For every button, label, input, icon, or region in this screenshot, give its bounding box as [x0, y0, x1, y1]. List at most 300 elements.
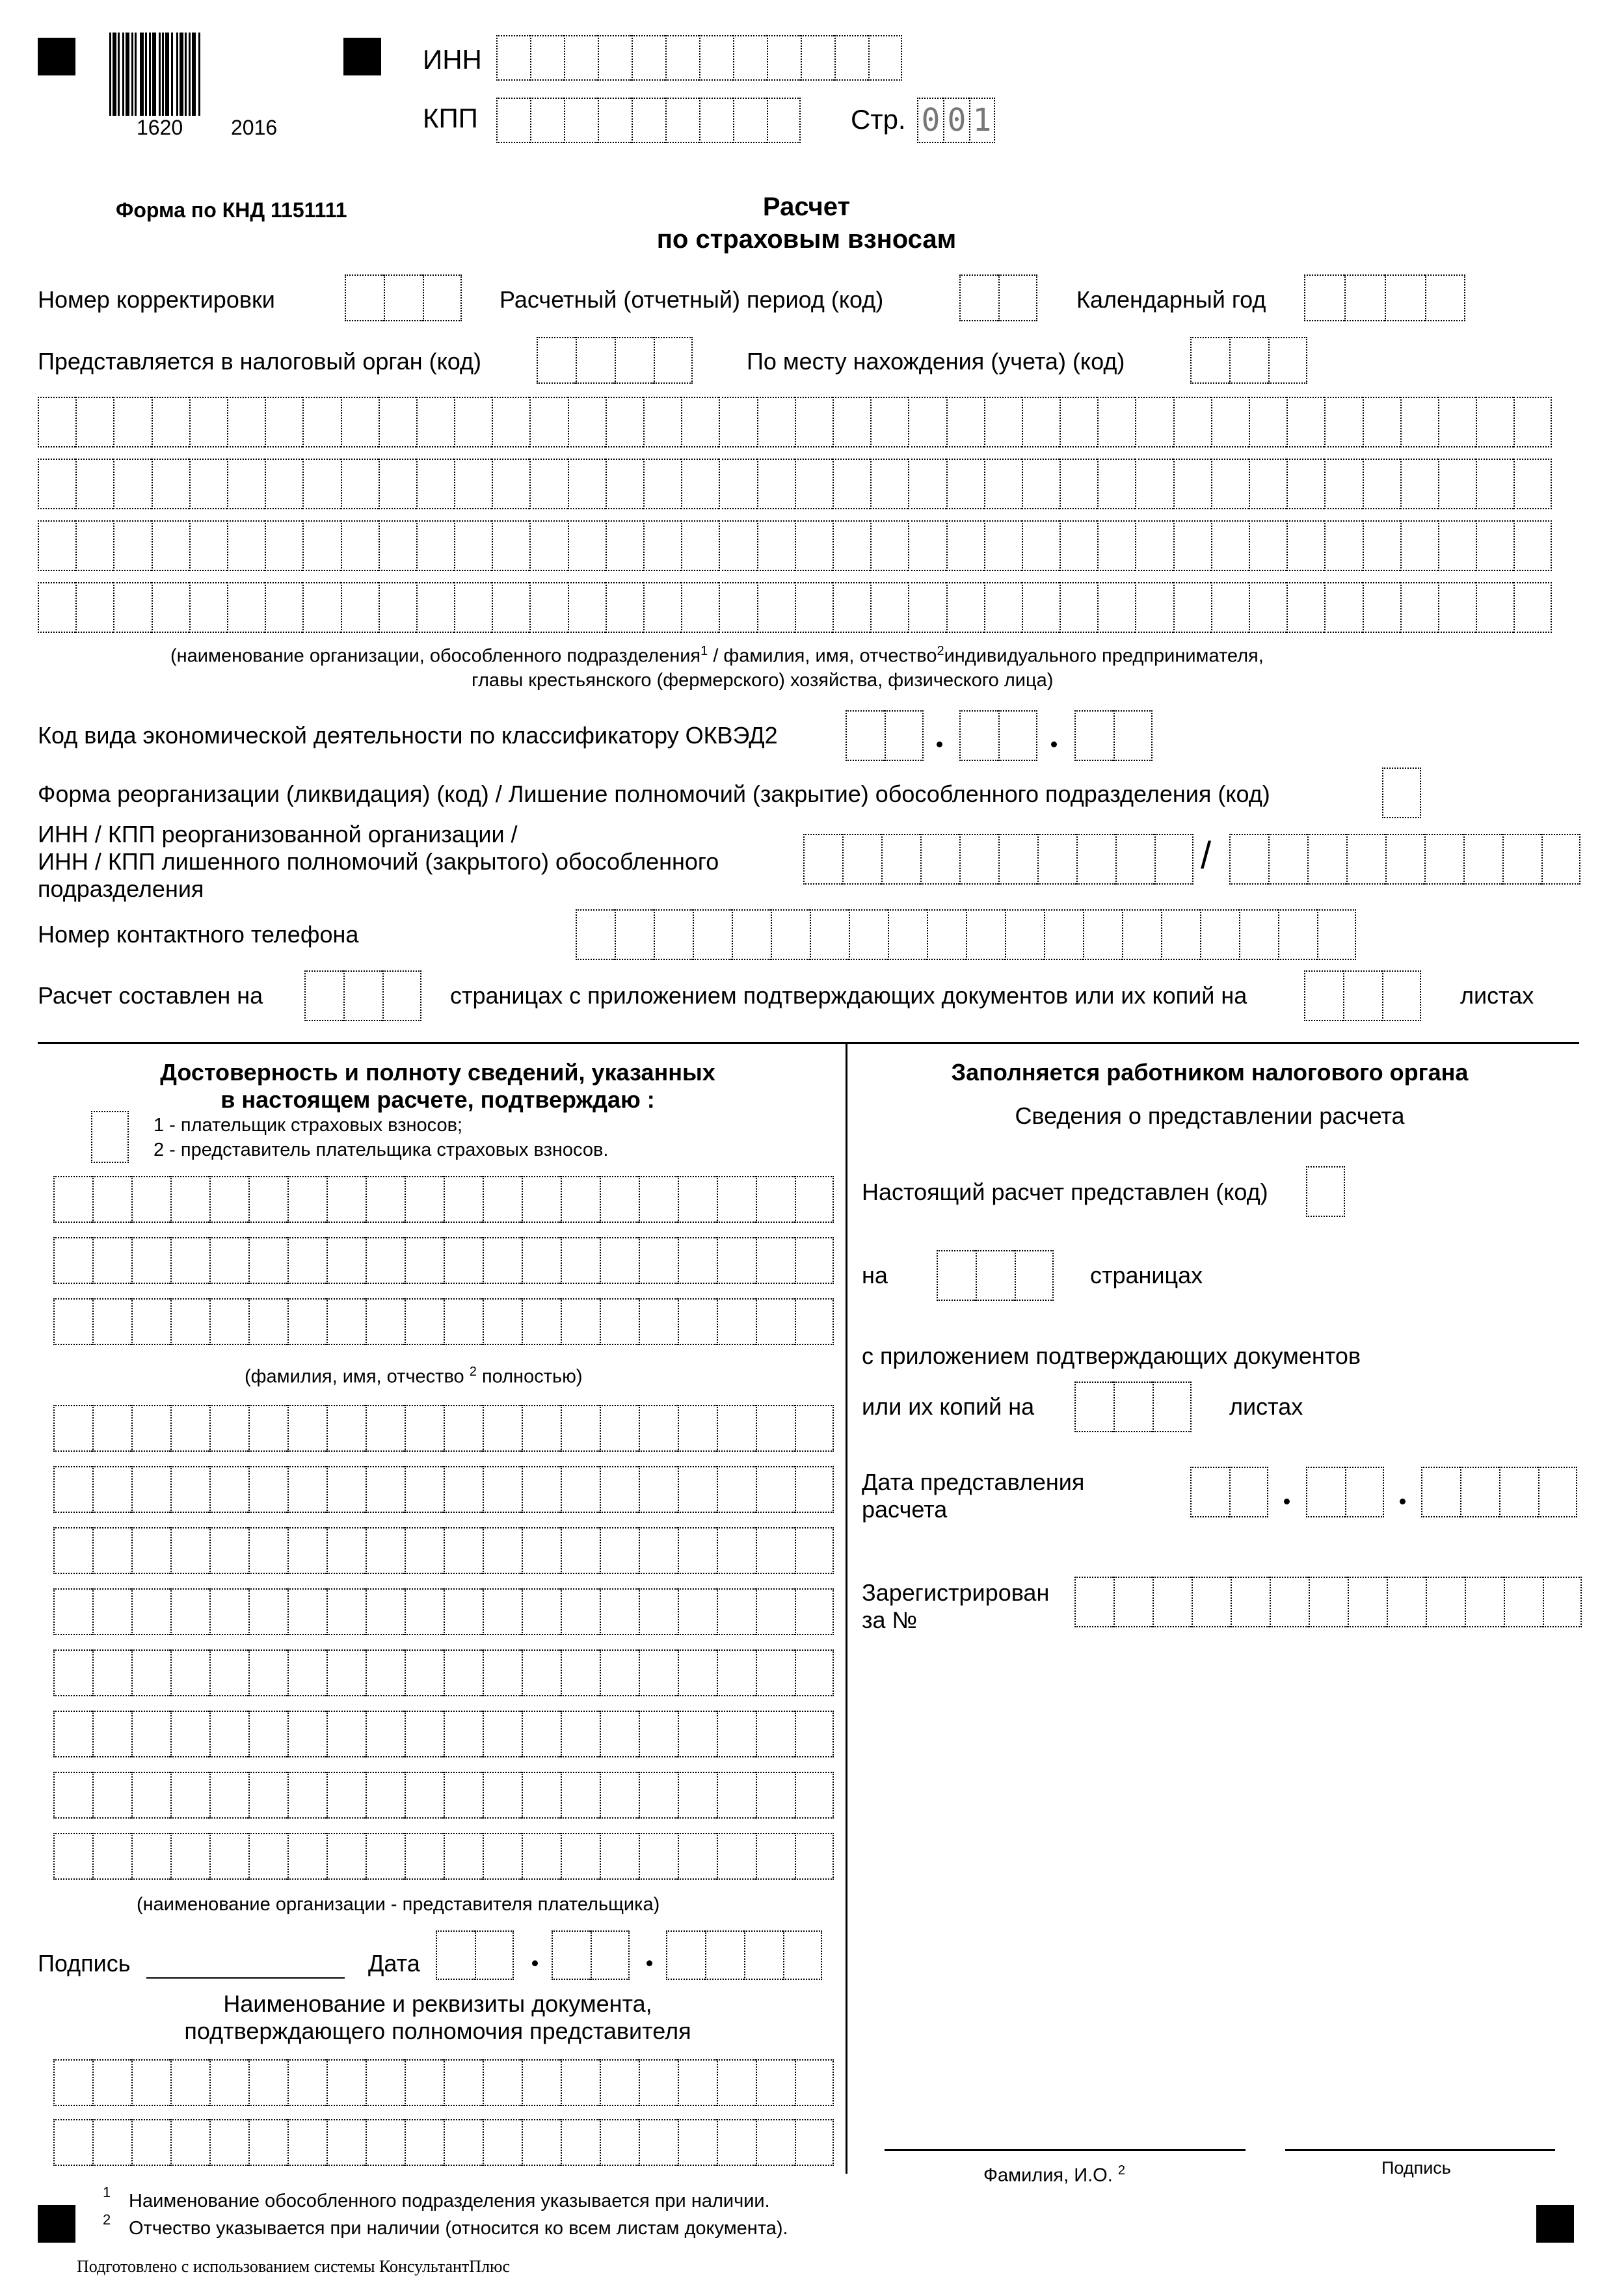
- input-cell[interactable]: [733, 98, 767, 143]
- reorg-form-field[interactable]: [1382, 768, 1421, 818]
- input-cell[interactable]: [248, 1527, 287, 1574]
- input-cell[interactable]: [405, 1772, 444, 1819]
- input-cell[interactable]: [209, 1405, 248, 1452]
- input-cell[interactable]: [639, 1588, 678, 1635]
- input-cell[interactable]: [1382, 970, 1421, 1021]
- input-cell[interactable]: [632, 98, 665, 143]
- input-cell[interactable]: [756, 1711, 795, 1757]
- input-cell[interactable]: [717, 1298, 756, 1345]
- input-cell[interactable]: [946, 520, 984, 571]
- input-cell[interactable]: [522, 1527, 561, 1574]
- input-cell[interactable]: [209, 1237, 248, 1284]
- input-cell[interactable]: [984, 520, 1022, 571]
- input-cell[interactable]: [189, 582, 227, 633]
- input-cell[interactable]: [444, 1298, 483, 1345]
- input-cell[interactable]: [1173, 520, 1211, 571]
- input-cell[interactable]: [170, 1649, 209, 1696]
- input-cell[interactable]: [327, 1176, 366, 1223]
- input-cell[interactable]: [870, 520, 908, 571]
- input-cell[interactable]: [248, 1772, 287, 1819]
- input-cell[interactable]: [248, 1466, 287, 1513]
- input-cell[interactable]: [561, 1588, 600, 1635]
- input-cell[interactable]: [1135, 582, 1173, 633]
- input-cell[interactable]: [131, 2059, 170, 2106]
- input-cell[interactable]: [170, 1772, 209, 1819]
- input-cell[interactable]: [801, 35, 834, 81]
- input-cell[interactable]: [1005, 909, 1044, 960]
- input-cell[interactable]: [227, 397, 265, 447]
- input-cell[interactable]: [1270, 1577, 1309, 1627]
- page-digit-1[interactable]: 0: [917, 98, 943, 143]
- input-cell[interactable]: [795, 1176, 834, 1223]
- input-cell[interactable]: [756, 1649, 795, 1696]
- input-cell[interactable]: [131, 1466, 170, 1513]
- input-cell[interactable]: [92, 2119, 131, 2166]
- input-cell[interactable]: [600, 1588, 639, 1635]
- input-cell[interactable]: [53, 2119, 92, 2166]
- input-cell[interactable]: [522, 1298, 561, 1345]
- input-cell[interactable]: [598, 35, 632, 81]
- input-cell[interactable]: [416, 582, 454, 633]
- input-cell[interactable]: [327, 1711, 366, 1757]
- input-cell[interactable]: [53, 1711, 92, 1757]
- input-cell[interactable]: [1385, 834, 1424, 885]
- input-cell[interactable]: [678, 1711, 717, 1757]
- input-cell[interactable]: [842, 834, 881, 885]
- input-cell[interactable]: [416, 520, 454, 571]
- input-cell[interactable]: [561, 1833, 600, 1880]
- input-cell[interactable]: [287, 1711, 327, 1757]
- input-cell[interactable]: [248, 1298, 287, 1345]
- input-cell[interactable]: [170, 1298, 209, 1345]
- input-cell[interactable]: [1324, 520, 1362, 571]
- input-cell[interactable]: [209, 1588, 248, 1635]
- input-cell[interactable]: [568, 520, 606, 571]
- input-cell[interactable]: [379, 582, 416, 633]
- input-cell[interactable]: [131, 1405, 170, 1452]
- input-cell[interactable]: [1286, 397, 1324, 447]
- input-cell[interactable]: [265, 582, 302, 633]
- input-cell[interactable]: [113, 582, 151, 633]
- calendar-year-field[interactable]: [1304, 274, 1465, 321]
- input-cell[interactable]: [639, 1466, 678, 1513]
- input-cell[interactable]: [643, 459, 681, 509]
- input-cell[interactable]: [405, 1298, 444, 1345]
- input-cell[interactable]: [454, 397, 492, 447]
- input-cell[interactable]: [1060, 582, 1097, 633]
- input-cell[interactable]: [568, 397, 606, 447]
- input-cell[interactable]: [1424, 834, 1463, 885]
- input-cell[interactable]: [53, 1466, 92, 1513]
- input-cell[interactable]: [53, 1649, 92, 1696]
- input-cell[interactable]: [666, 1930, 705, 1980]
- input-cell[interactable]: [92, 1649, 131, 1696]
- input-cell[interactable]: [615, 337, 654, 384]
- input-cell[interactable]: [552, 1930, 591, 1980]
- input-cell[interactable]: [227, 520, 265, 571]
- input-cell[interactable]: [1286, 582, 1324, 633]
- input-cell[interactable]: [1161, 909, 1200, 960]
- input-cell[interactable]: [717, 1833, 756, 1880]
- input-cell[interactable]: [1460, 1467, 1499, 1517]
- input-cell[interactable]: [606, 520, 643, 571]
- location-code-field[interactable]: [1190, 337, 1307, 384]
- fio-row-1[interactable]: [53, 1176, 834, 1223]
- input-cell[interactable]: [1344, 274, 1385, 321]
- input-cell[interactable]: [920, 834, 959, 885]
- input-cell[interactable]: [483, 1527, 522, 1574]
- input-cell[interactable]: [209, 2059, 248, 2106]
- input-cell[interactable]: [1211, 459, 1249, 509]
- input-cell[interactable]: [483, 1833, 522, 1880]
- input-cell[interactable]: [1113, 1577, 1153, 1627]
- input-cell[interactable]: [959, 274, 998, 321]
- input-cell[interactable]: [643, 397, 681, 447]
- input-cell[interactable]: [908, 582, 946, 633]
- input-cell[interactable]: [522, 1772, 561, 1819]
- input-cell[interactable]: [366, 1833, 405, 1880]
- input-cell[interactable]: [756, 1237, 795, 1284]
- input-cell[interactable]: [719, 520, 756, 571]
- inn-field[interactable]: [496, 35, 902, 81]
- input-cell[interactable]: [966, 909, 1005, 960]
- input-cell[interactable]: [170, 2059, 209, 2106]
- input-cell[interactable]: [327, 1405, 366, 1452]
- input-cell[interactable]: [1015, 1250, 1054, 1301]
- period-code-field[interactable]: [959, 274, 1037, 321]
- input-cell[interactable]: [678, 1466, 717, 1513]
- input-cell[interactable]: [756, 2119, 795, 2166]
- input-cell[interactable]: [1513, 582, 1551, 633]
- input-cell[interactable]: [1304, 970, 1343, 1021]
- fio-line[interactable]: [885, 2149, 1246, 2151]
- input-cell[interactable]: [665, 35, 699, 81]
- fio-row-3[interactable]: [53, 1298, 834, 1345]
- input-cell[interactable]: [444, 1237, 483, 1284]
- input-cell[interactable]: [568, 582, 606, 633]
- input-cell[interactable]: [529, 459, 567, 509]
- input-cell[interactable]: [1502, 834, 1541, 885]
- rep-org-row-1[interactable]: [53, 1405, 834, 1452]
- input-cell[interactable]: [885, 710, 924, 761]
- input-cell[interactable]: [366, 1466, 405, 1513]
- input-cell[interactable]: [302, 582, 340, 633]
- input-cell[interactable]: [678, 1772, 717, 1819]
- fio-row-2[interactable]: [53, 1237, 834, 1284]
- input-cell[interactable]: [1249, 397, 1286, 447]
- input-cell[interactable]: [75, 397, 113, 447]
- input-cell[interactable]: [1060, 459, 1097, 509]
- input-cell[interactable]: [639, 1237, 678, 1284]
- input-cell[interactable]: [1268, 337, 1307, 384]
- input-cell[interactable]: [600, 1527, 639, 1574]
- input-cell[interactable]: [561, 1237, 600, 1284]
- input-cell[interactable]: [1317, 909, 1356, 960]
- input-cell[interactable]: [1200, 909, 1239, 960]
- input-cell[interactable]: [1097, 459, 1135, 509]
- input-cell[interactable]: [576, 337, 615, 384]
- input-cell[interactable]: [870, 397, 908, 447]
- input-cell[interactable]: [1190, 337, 1229, 384]
- input-cell[interactable]: [1249, 459, 1286, 509]
- input-cell[interactable]: [1022, 459, 1060, 509]
- input-cell[interactable]: [639, 1711, 678, 1757]
- input-cell[interactable]: [1343, 970, 1382, 1021]
- input-cell[interactable]: [1076, 834, 1115, 885]
- input-cell[interactable]: [345, 274, 384, 321]
- input-cell[interactable]: [564, 98, 598, 143]
- input-cell[interactable]: [681, 397, 719, 447]
- input-cell[interactable]: [483, 1649, 522, 1696]
- input-cell[interactable]: [1135, 520, 1173, 571]
- input-cell[interactable]: [444, 1588, 483, 1635]
- input-cell[interactable]: [1135, 459, 1173, 509]
- input-cell[interactable]: [38, 397, 75, 447]
- input-cell[interactable]: [678, 1298, 717, 1345]
- input-cell[interactable]: [561, 1772, 600, 1819]
- input-cell[interactable]: [795, 2059, 834, 2106]
- input-cell[interactable]: [1173, 582, 1211, 633]
- input-cell[interactable]: [1022, 582, 1060, 633]
- input-cell[interactable]: [537, 337, 576, 384]
- input-cell[interactable]: [209, 1649, 248, 1696]
- input-cell[interactable]: [113, 459, 151, 509]
- input-cell[interactable]: [959, 834, 998, 885]
- input-cell[interactable]: [1476, 459, 1513, 509]
- input-cell[interactable]: [1286, 459, 1324, 509]
- input-cell[interactable]: [209, 1466, 248, 1513]
- input-cell[interactable]: [639, 1772, 678, 1819]
- org-name-row-2[interactable]: [38, 459, 1552, 509]
- input-cell[interactable]: [1307, 834, 1346, 885]
- input-cell[interactable]: [483, 1176, 522, 1223]
- input-cell[interactable]: [170, 1833, 209, 1880]
- input-cell[interactable]: [341, 397, 379, 447]
- input-cell[interactable]: [522, 1711, 561, 1757]
- input-cell[interactable]: [678, 1588, 717, 1635]
- input-cell[interactable]: [1278, 909, 1317, 960]
- input-cell[interactable]: [530, 35, 564, 81]
- input-cell[interactable]: [113, 397, 151, 447]
- input-cell[interactable]: [302, 520, 340, 571]
- input-cell[interactable]: [561, 1405, 600, 1452]
- input-cell[interactable]: [302, 397, 340, 447]
- submit-date-day[interactable]: [1190, 1467, 1268, 1517]
- input-cell[interactable]: [522, 1833, 561, 1880]
- input-cell[interactable]: [1022, 520, 1060, 571]
- signature-line[interactable]: [146, 1977, 345, 1979]
- correction-number-field[interactable]: [345, 274, 462, 321]
- input-cell[interactable]: [600, 2119, 639, 2166]
- input-cell[interactable]: [382, 970, 421, 1021]
- input-cell[interactable]: [654, 337, 693, 384]
- input-cell[interactable]: [248, 1711, 287, 1757]
- input-cell[interactable]: [1083, 909, 1122, 960]
- input-cell[interactable]: [483, 1772, 522, 1819]
- input-cell[interactable]: [405, 1176, 444, 1223]
- input-cell[interactable]: [1400, 459, 1438, 509]
- input-cell[interactable]: [483, 1466, 522, 1513]
- input-cell[interactable]: [152, 582, 189, 633]
- input-cell[interactable]: [1438, 459, 1476, 509]
- input-cell[interactable]: [483, 1298, 522, 1345]
- input-cell[interactable]: [717, 1588, 756, 1635]
- input-cell[interactable]: [327, 2059, 366, 2106]
- input-cell[interactable]: [678, 1405, 717, 1452]
- input-cell[interactable]: [131, 1527, 170, 1574]
- input-cell[interactable]: [92, 1176, 131, 1223]
- input-cell[interactable]: [265, 520, 302, 571]
- input-cell[interactable]: [492, 520, 529, 571]
- input-cell[interactable]: [92, 1527, 131, 1574]
- input-cell[interactable]: [248, 1176, 287, 1223]
- input-cell[interactable]: [444, 1405, 483, 1452]
- input-cell[interactable]: [248, 2119, 287, 2166]
- input-cell[interactable]: [1363, 397, 1400, 447]
- input-cell[interactable]: [1249, 582, 1286, 633]
- okved-field-2[interactable]: [959, 710, 1037, 761]
- input-cell[interactable]: [131, 1237, 170, 1284]
- input-cell[interactable]: [366, 1527, 405, 1574]
- input-cell[interactable]: [483, 1405, 522, 1452]
- input-cell[interactable]: [287, 2119, 327, 2166]
- input-cell[interactable]: [717, 1176, 756, 1223]
- input-cell[interactable]: [522, 1405, 561, 1452]
- input-cell[interactable]: [1476, 397, 1513, 447]
- input-cell[interactable]: [1363, 459, 1400, 509]
- input-cell[interactable]: [1385, 274, 1425, 321]
- input-cell[interactable]: [131, 1711, 170, 1757]
- input-cell[interactable]: [717, 1772, 756, 1819]
- input-cell[interactable]: [1513, 459, 1551, 509]
- input-cell[interactable]: [152, 459, 189, 509]
- input-cell[interactable]: [1438, 520, 1476, 571]
- input-cell[interactable]: [248, 1833, 287, 1880]
- rep-org-row-8[interactable]: [53, 1833, 834, 1880]
- input-cell[interactable]: [304, 970, 343, 1021]
- input-cell[interactable]: [327, 1772, 366, 1819]
- input-cell[interactable]: [423, 274, 462, 321]
- input-cell[interactable]: [757, 582, 795, 633]
- input-cell[interactable]: [717, 1649, 756, 1696]
- input-cell[interactable]: [131, 1833, 170, 1880]
- input-cell[interactable]: [113, 520, 151, 571]
- input-cell[interactable]: [600, 1298, 639, 1345]
- signature-line-right[interactable]: [1285, 2149, 1555, 2151]
- input-cell[interactable]: [984, 582, 1022, 633]
- input-cell[interactable]: [1229, 834, 1268, 885]
- input-cell[interactable]: [757, 397, 795, 447]
- input-cell[interactable]: [1037, 834, 1076, 885]
- input-cell[interactable]: [600, 1176, 639, 1223]
- input-cell[interactable]: [1348, 1577, 1387, 1627]
- input-cell[interactable]: [1097, 397, 1135, 447]
- input-cell[interactable]: [529, 397, 567, 447]
- input-cell[interactable]: [795, 1649, 834, 1696]
- input-cell[interactable]: [131, 1772, 170, 1819]
- input-cell[interactable]: [639, 1833, 678, 1880]
- input-cell[interactable]: [833, 520, 870, 571]
- input-cell[interactable]: [719, 459, 756, 509]
- input-cell[interactable]: [795, 459, 833, 509]
- input-cell[interactable]: [92, 1833, 131, 1880]
- input-cell[interactable]: [189, 520, 227, 571]
- input-cell[interactable]: [287, 1237, 327, 1284]
- input-cell[interactable]: [287, 1833, 327, 1880]
- input-cell[interactable]: [699, 98, 733, 143]
- input-cell[interactable]: [756, 1588, 795, 1635]
- input-cell[interactable]: [327, 1466, 366, 1513]
- input-cell[interactable]: [615, 909, 654, 960]
- input-cell[interactable]: [1400, 520, 1438, 571]
- submit-date-month[interactable]: [1306, 1467, 1384, 1517]
- input-cell[interactable]: [568, 459, 606, 509]
- input-cell[interactable]: [1426, 1577, 1465, 1627]
- input-cell[interactable]: [705, 1930, 744, 1980]
- input-cell[interactable]: [678, 2059, 717, 2106]
- input-cell[interactable]: [681, 459, 719, 509]
- input-cell[interactable]: [1363, 520, 1400, 571]
- input-cell[interactable]: [1345, 1467, 1384, 1517]
- input-cell[interactable]: [1211, 582, 1249, 633]
- input-cell[interactable]: [522, 2119, 561, 2166]
- input-cell[interactable]: [693, 909, 732, 960]
- rep-org-row-5[interactable]: [53, 1649, 834, 1696]
- input-cell[interactable]: [483, 2059, 522, 2106]
- input-cell[interactable]: [496, 98, 530, 143]
- input-cell[interactable]: [287, 1527, 327, 1574]
- input-cell[interactable]: [341, 582, 379, 633]
- input-cell[interactable]: [1060, 520, 1097, 571]
- input-cell[interactable]: [937, 1250, 976, 1301]
- input-cell[interactable]: [1324, 397, 1362, 447]
- input-cell[interactable]: [152, 520, 189, 571]
- okved-field-3[interactable]: [1074, 710, 1153, 761]
- input-cell[interactable]: [665, 98, 699, 143]
- input-cell[interactable]: [795, 1405, 834, 1452]
- input-cell[interactable]: [92, 1466, 131, 1513]
- submitted-pages-field[interactable]: [937, 1250, 1054, 1301]
- input-cell[interactable]: [454, 459, 492, 509]
- input-cell[interactable]: [606, 582, 643, 633]
- signer-type-field[interactable]: [91, 1111, 129, 1163]
- input-cell[interactable]: [1022, 397, 1060, 447]
- input-cell[interactable]: [53, 1176, 92, 1223]
- input-cell[interactable]: [1231, 1577, 1270, 1627]
- submit-date-year[interactable]: [1421, 1467, 1577, 1517]
- input-cell[interactable]: [209, 1833, 248, 1880]
- input-cell[interactable]: [1192, 1577, 1231, 1627]
- input-cell[interactable]: [600, 1711, 639, 1757]
- input-cell[interactable]: [1309, 1577, 1348, 1627]
- input-cell[interactable]: [444, 1527, 483, 1574]
- input-cell[interactable]: [248, 2059, 287, 2106]
- input-cell[interactable]: [522, 1176, 561, 1223]
- input-cell[interactable]: [92, 1588, 131, 1635]
- input-cell[interactable]: [744, 1930, 783, 1980]
- input-cell[interactable]: [908, 459, 946, 509]
- input-cell[interactable]: [1097, 582, 1135, 633]
- input-cell[interactable]: [1268, 834, 1307, 885]
- input-cell[interactable]: [561, 1527, 600, 1574]
- input-cell[interactable]: [75, 520, 113, 571]
- input-cell[interactable]: [771, 909, 810, 960]
- input-cell[interactable]: [795, 1237, 834, 1284]
- input-cell[interactable]: [405, 2059, 444, 2106]
- input-cell[interactable]: [868, 35, 902, 81]
- org-name-row-4[interactable]: [38, 582, 1552, 633]
- input-cell[interactable]: [444, 1772, 483, 1819]
